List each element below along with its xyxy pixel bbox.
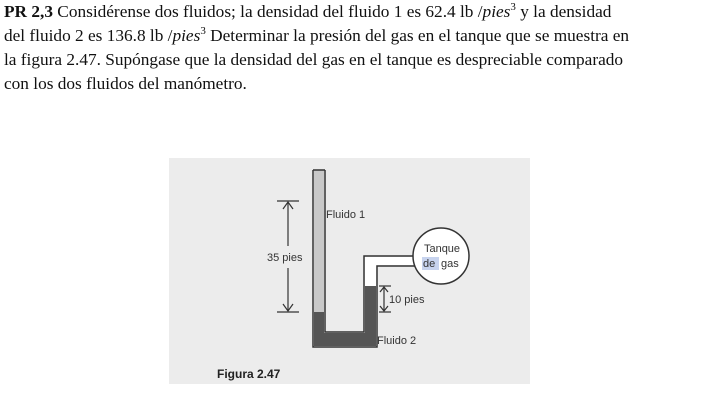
problem-text-1b: y la densidad	[515, 2, 612, 21]
problem-line-1	[4, 0, 716, 24]
problem-text-2a: del fluido 2 es 136.8 lb /	[4, 26, 173, 45]
manometer-diagram	[169, 158, 530, 384]
gas-pipe-vertical	[365, 257, 376, 286]
height-35-label: 35 pies	[267, 252, 303, 264]
gas-tank	[413, 228, 469, 284]
figure-caption: Figura 2.47	[217, 367, 281, 381]
fluid2-label: Fluido 2	[377, 335, 417, 347]
tank-label-gas: gas	[441, 258, 459, 270]
problem-statement	[4, 0, 716, 96]
problem-line-2	[4, 24, 716, 48]
manometer-figure	[169, 158, 530, 384]
fluid1-label: Fluido 1	[326, 209, 366, 221]
tank-label-line1: Tanque	[423, 243, 461, 255]
problem-line-3: la figura 2.47. Supóngase que la densidad del gas en el tanque es despreciable comparado	[4, 50, 624, 69]
problem-text-1a: Considérense dos fluidos; la densidad del fluido 1 es 62.4 lb /	[52, 2, 483, 21]
exponent-2: 3	[200, 25, 206, 37]
problem-line-4: con los dos fluidos del manómetro.	[4, 74, 247, 93]
problem-text-2b: Determinar la presión del gas en el tanque que se muestra en	[205, 26, 630, 45]
height-10-label: 10 pies	[389, 294, 425, 306]
tank-label-de: de	[423, 258, 436, 270]
problem-label: PR 2,3	[4, 2, 53, 21]
unit-pies-1: pies	[482, 2, 511, 21]
exponent-1: 3	[510, 1, 516, 13]
fluid2-right-leg	[365, 286, 376, 346]
fluid1-column	[314, 170, 324, 312]
unit-pies-2: pies	[172, 26, 201, 45]
